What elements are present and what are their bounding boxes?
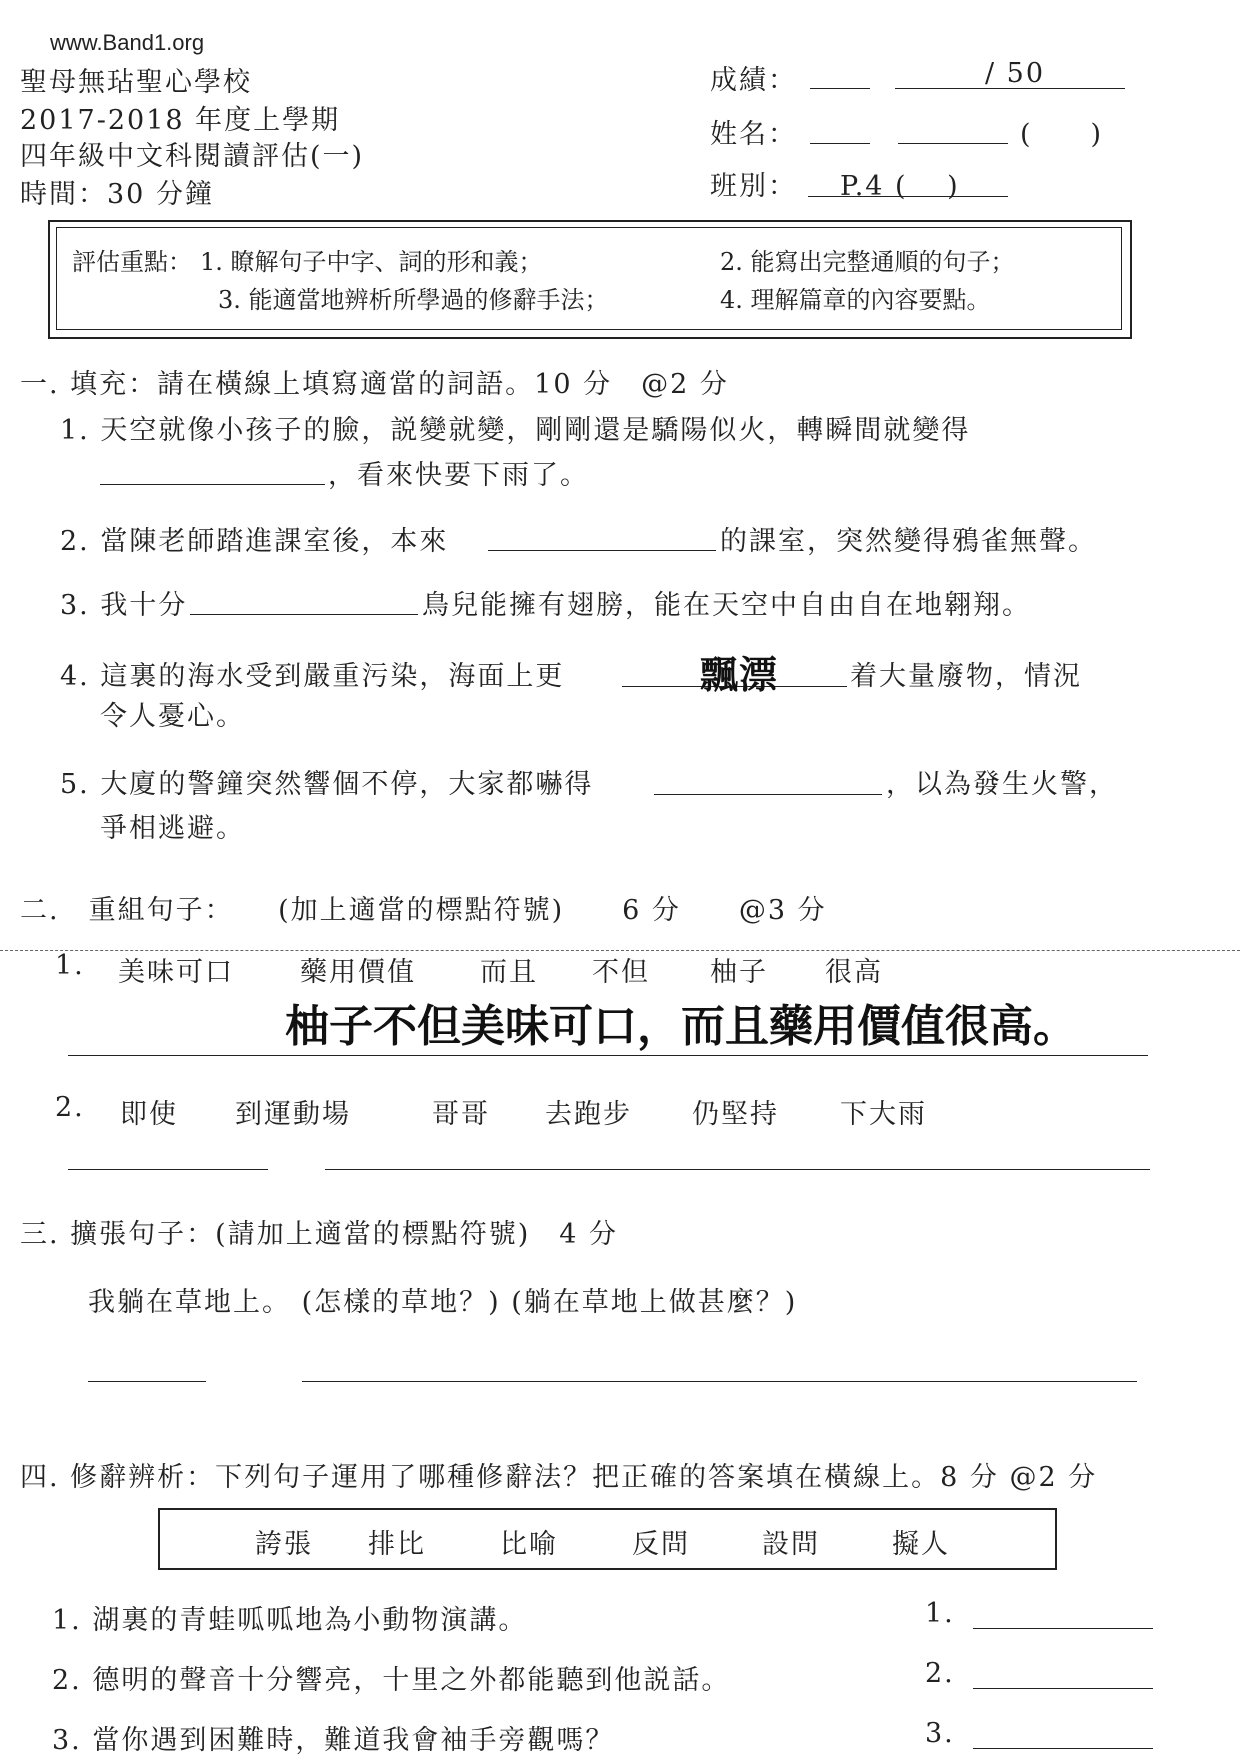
s3-prompt: 我躺在草地上。 (怎樣的草地？) (躺在草地上做甚麼？) (88, 1287, 798, 1318)
s3-answer-line-a[interactable] (88, 1381, 206, 1382)
name-class-number: ( ) (1020, 119, 1104, 150)
focus-point-2: 2. 能寫出完整通順的句子； (720, 248, 1015, 276)
s2-q1-handwritten-answer: 柚子不但美味可口，而且藥用價值很高。 (285, 1001, 1077, 1052)
s4-q3-text: 3. 當你遇到困難時，難道我會袖手旁觀嗎？ (52, 1725, 615, 1756)
focus-label: 評估重點： (72, 248, 192, 276)
s4-a2-number: 2. (925, 1658, 955, 1689)
s4-a2-blank[interactable] (973, 1688, 1153, 1689)
s1-q4-text-3: 令人憂心。 (100, 701, 245, 732)
s1-q4-text: 4. 這裏的海水受到嚴重污染，海面上更 (60, 661, 565, 692)
rhetoric-option: 反問 (632, 1529, 690, 1560)
name-label: 姓名： (710, 119, 797, 150)
s4-q2-text: 2. 德明的聲音十分響亮，十里之外都能聽到他説話。 (52, 1665, 731, 1696)
exam-title: 四年級中文科閱讀評估(一) (20, 141, 365, 172)
s1-q1-text: 1. 天空就像小孩子的臉，説變就變，剛剛還是驕陽似火，轉瞬間就變得 (60, 415, 971, 446)
s2-q2-answer-line-b[interactable] (325, 1169, 1150, 1170)
s1-q1-blank[interactable] (100, 484, 325, 485)
rhetoric-option: 排比 (368, 1529, 426, 1560)
name-line-a[interactable] (810, 143, 870, 144)
s2-q1-word: 很高 (825, 957, 883, 988)
s2-q1-answer-line[interactable] (68, 1055, 1148, 1056)
s1-q4-handwritten-answer: 飄漂 (700, 653, 779, 697)
s1-q3-text: 3. 我十分 (60, 590, 188, 621)
name-line-b[interactable] (898, 143, 1008, 144)
s1-q3-text-2: 鳥兒能擁有翅膀，能在天空中自由自在地翱翔。 (422, 590, 1031, 621)
s1-q5-text: 5. 大廈的警鐘突然響個不停，大家都嚇得 (60, 769, 594, 800)
s2-q2-number: 2. (55, 1092, 85, 1123)
s2-q2-word: 到運動場 (235, 1099, 351, 1130)
class-value: P.4 ( ) (840, 171, 960, 202)
rhetoric-option: 比喻 (500, 1529, 558, 1560)
s2-q1-word: 美味可口 (118, 957, 234, 988)
s1-q5-text-2: ，以為發生火警， (886, 769, 1118, 800)
focus-point-4: 4. 理解篇章的內容要點。 (720, 286, 991, 314)
s1-q5-blank[interactable] (654, 794, 882, 795)
s4-a1-blank[interactable] (973, 1628, 1153, 1629)
s2-q1-word: 藥用價值 (300, 957, 416, 988)
s2-q2-word: 下大雨 (840, 1099, 927, 1130)
site-url: www.Band1.org (50, 30, 205, 55)
section-4-title: 四. 修辭辨析：下列句子運用了哪種修辭法？把正確的答案填在橫線上。8 分 @2 分 (20, 1462, 1098, 1493)
s1-q2-blank[interactable] (488, 550, 716, 551)
s4-a3-blank[interactable] (973, 1748, 1153, 1749)
s2-q2-word: 哥哥 (432, 1099, 490, 1130)
s1-q3-blank[interactable] (190, 614, 418, 615)
s1-q5-text-3: 爭相逃避。 (100, 813, 245, 844)
school-year: 2017-2018 年度上學期 (20, 105, 341, 136)
s1-q2-text-2: 的課室，突然變得鴉雀無聲。 (720, 526, 1097, 557)
s1-q1-text-2: ，看來快要下雨了。 (328, 460, 589, 491)
score-line-a[interactable] (810, 88, 870, 89)
school-name: 聖母無玷聖心學校 (20, 67, 252, 98)
focus-point-3: 3. 能適當地辨析所學過的修辭手法； (218, 286, 609, 314)
class-line (808, 196, 1008, 197)
focus-point-1: 1. 瞭解句子中字、詞的形和義； (200, 248, 543, 276)
s2-q2-word: 去跑步 (545, 1099, 632, 1130)
section-1-title: 一. 填充：請在橫線上填寫適當的詞語。10 分 @2 分 (20, 369, 729, 400)
score-total: / 50 (985, 58, 1046, 89)
rhetoric-option: 設問 (762, 1529, 820, 1560)
s4-a1-number: 1. (925, 1598, 955, 1629)
s3-answer-line-b[interactable] (302, 1381, 1137, 1382)
s2-q1-word: 不但 (592, 957, 650, 988)
score-label: 成績： (710, 65, 797, 96)
s4-q1-text: 1. 湖裏的青蛙呱呱地為小動物演講。 (52, 1605, 528, 1636)
rhetoric-option: 誇張 (255, 1529, 313, 1560)
s2-q2-answer-line-a[interactable] (68, 1169, 268, 1170)
s2-q2-word: 仍堅持 (692, 1099, 779, 1130)
s2-q1-word: 柚子 (710, 957, 768, 988)
s2-q2-word: 即使 (120, 1099, 178, 1130)
s1-q2-text: 2. 當陳老師踏進課室後，本來 (60, 526, 449, 557)
section-3-title: 三. 擴張句子：(請加上適當的標點符號) 4 分 (20, 1219, 618, 1250)
s1-q4-text-2: 着大量廢物，情況 (850, 661, 1082, 692)
section-2-title: 二. 重組句子： (加上適當的標點符號) 6 分 @3 分 (20, 895, 827, 926)
exam-time: 時間：30 分鐘 (20, 179, 214, 210)
class-label: 班別： (710, 171, 797, 202)
s2-q1-word: 而且 (480, 957, 538, 988)
s2-q1-number: 1. (55, 950, 85, 981)
s4-a3-number: 3. (925, 1718, 955, 1749)
rhetoric-option: 擬人 (892, 1529, 950, 1560)
